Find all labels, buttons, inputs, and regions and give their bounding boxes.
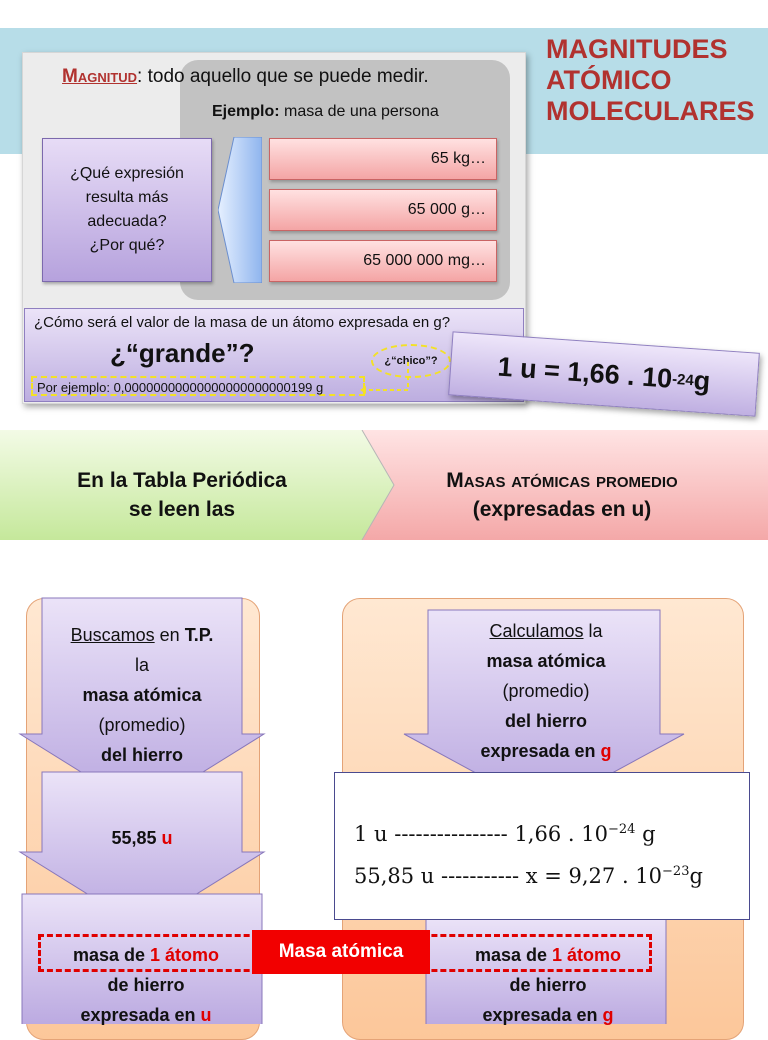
result-right-unit: g bbox=[602, 1005, 614, 1025]
result-left-unit: u bbox=[200, 1005, 212, 1025]
grande-text: ¿“grande”? bbox=[110, 338, 255, 368]
magnitud-word: Magnitud bbox=[62, 66, 138, 87]
option-kg: 65 kg… bbox=[269, 138, 497, 180]
tabla-line-1: En la Tabla Periódica bbox=[77, 469, 287, 492]
calc-row-2-exp: −23 bbox=[662, 864, 690, 879]
unit-lhs: 1 u = 1,66 . 10 bbox=[496, 351, 674, 394]
question-line-4: ¿Por qué? bbox=[89, 237, 165, 254]
calculamos-text: Calculamos bbox=[489, 621, 584, 641]
magnitud-text: : todo aquello que se puede medir. bbox=[137, 66, 429, 87]
right-unit: g bbox=[600, 741, 612, 761]
promedio-left: (promedio) bbox=[98, 715, 186, 735]
option-g: 65 000 g… bbox=[269, 189, 497, 231]
del-hierro-right: del hierro bbox=[504, 711, 588, 731]
question-line-1: ¿Qué expresión bbox=[70, 165, 184, 182]
expresada-en-right-result: expresada en bbox=[482, 1005, 603, 1025]
calc-row-1-exp: −24 bbox=[607, 822, 636, 837]
expresada-en-left: expresada en bbox=[80, 1005, 201, 1025]
de-hierro-left: de hierro bbox=[107, 975, 185, 995]
atom-question: ¿Cómo será el valor de la masa de un átomo expresada en g? bbox=[34, 314, 451, 331]
en-text: en bbox=[154, 625, 185, 645]
unit-rhs: g bbox=[692, 364, 712, 396]
ejemplo-text: masa de una persona bbox=[279, 103, 439, 120]
chico-text: ¿“chico”? bbox=[384, 355, 438, 367]
uno-atomo-left: 1 átomo bbox=[150, 945, 220, 965]
calc-row-2 bbox=[354, 864, 703, 888]
masas-line-1: Masas atómicas promedio bbox=[446, 469, 678, 492]
result-left-text bbox=[26, 940, 266, 1030]
ejemplo-label: Ejemplo: bbox=[212, 103, 280, 120]
unit-exponent: -24 bbox=[671, 370, 695, 389]
tabla-line-2: se leen las bbox=[128, 498, 236, 521]
la-text: la bbox=[134, 655, 149, 675]
tp-text: T.P. bbox=[184, 625, 214, 645]
value-unit: u bbox=[161, 828, 173, 848]
masa-de-right: masa de bbox=[474, 945, 553, 965]
expresada-en-right: expresada en bbox=[480, 741, 596, 761]
right-arrow-text bbox=[428, 616, 664, 766]
calculation-box bbox=[334, 772, 750, 920]
question-line-3: adecuada? bbox=[87, 213, 167, 230]
calc-row-2-text: 55,85 u ----------- x = 9,27 . 10 bbox=[354, 864, 663, 888]
por-ejemplo-box: Por ejemplo: 0,00000000000000000000000199 g bbox=[31, 376, 365, 396]
calc-row-1 bbox=[354, 822, 656, 846]
masa-atomica-left: masa atómica bbox=[82, 685, 202, 705]
calc-row-2-unit: g bbox=[689, 864, 703, 888]
de-hierro-right: de hierro bbox=[509, 975, 587, 995]
masas-line-2: (expresadas en u) bbox=[472, 498, 652, 521]
masa-atomica-right: masa atómica bbox=[486, 651, 606, 671]
value-number: 55,85 bbox=[111, 828, 157, 848]
masa-de-left: masa de bbox=[72, 945, 151, 965]
left-value bbox=[44, 828, 240, 849]
title-line-3: MOLECULARES bbox=[546, 96, 755, 126]
la-right-text: la bbox=[583, 621, 603, 641]
masa-atomica-label: Masa atómica bbox=[252, 930, 430, 974]
left-arrow-text bbox=[44, 620, 240, 770]
uno-atomo-right: 1 átomo bbox=[552, 945, 622, 965]
title-line-1: MAGNITUDES bbox=[546, 34, 728, 64]
title-line-2: ATÓMICO bbox=[546, 65, 672, 95]
question-line-2: resulta más bbox=[85, 189, 169, 206]
calc-row-1-unit: g bbox=[635, 822, 656, 846]
result-right-text bbox=[428, 940, 668, 1030]
buscamos-text: Buscamos bbox=[70, 625, 155, 645]
del-hierro-left: del hierro bbox=[100, 745, 184, 765]
option-mg: 65 000 000 mg… bbox=[269, 240, 497, 282]
calc-row-1-text: 1 u ---------------- 1,66 . 10 bbox=[354, 822, 608, 846]
promedio-right: (promedio) bbox=[502, 681, 590, 701]
